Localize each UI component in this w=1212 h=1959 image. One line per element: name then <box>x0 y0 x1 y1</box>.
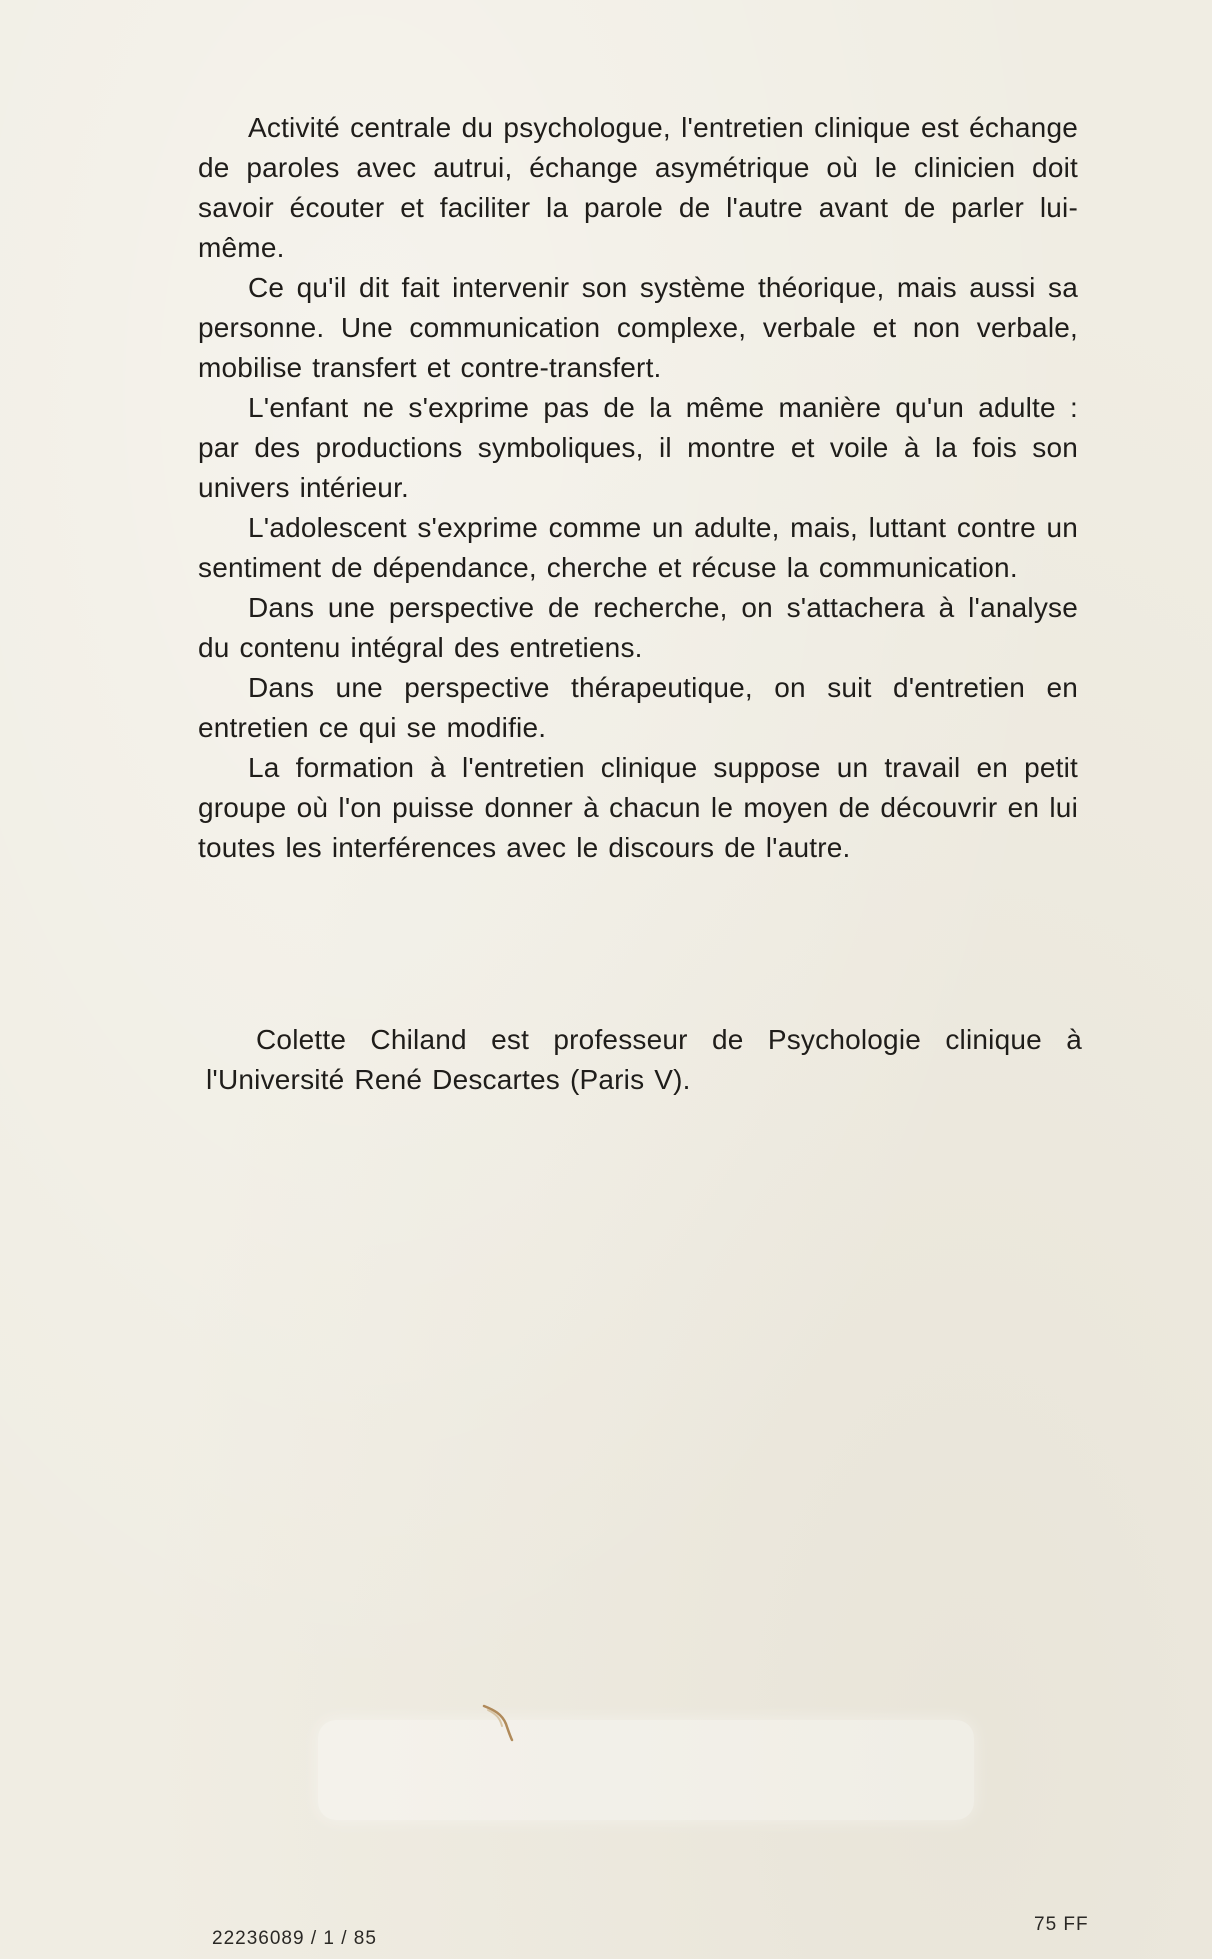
paper-tear-mark <box>480 1702 516 1742</box>
author-bio <box>206 1020 1082 1100</box>
price-label: 75 FF <box>1034 1914 1089 1935</box>
blurb-paragraph-3: L'enfant ne s'exprime pas de la même manière qu'un adulte : par des productions symboliques, il montre et voile à la fois son univers intérieur. <box>198 392 1078 503</box>
blurb-paragraph-7: La formation à l'entretien clinique suppose un travail en petit groupe où l'on puisse donner à chacun le moyen de découvrir en lui toutes les interférences avec le discours de l'autre. <box>198 752 1078 863</box>
blurb-paragraph-6: Dans une perspective thérapeutique, on suit d'entretien en entretien ce qui se modifie. <box>198 672 1078 743</box>
isbn-code: 22236089 / 1 / 85 <box>212 1928 377 1949</box>
cover-blurb <box>198 108 1078 868</box>
author-bio-text: Colette Chiland est professeur de Psychologie clinique à l'Université René Descartes (Paris V). <box>206 1024 1082 1095</box>
sticker-residue <box>318 1720 974 1820</box>
blurb-paragraph-2: Ce qu'il dit fait intervenir son système théorique, mais aussi sa personne. Une communication complexe, verbale et non verbale, mobilise transfert et contre-transfert. <box>198 272 1078 383</box>
blurb-paragraph-5: Dans une perspective de recherche, on s'attachera à l'analyse du contenu intégral des entretiens. <box>198 592 1078 663</box>
blurb-paragraph-4: L'adolescent s'exprime comme un adulte, mais, luttant contre un sentiment de dépendance, cherche et récuse la communication. <box>198 512 1078 583</box>
blurb-paragraph-1: Activité centrale du psychologue, l'entretien clinique est échange de paroles avec autrui, échange asymétrique où le clinicien doit savoir écouter et faciliter la parole de l'autre avant de parler lui-même. <box>198 112 1078 263</box>
